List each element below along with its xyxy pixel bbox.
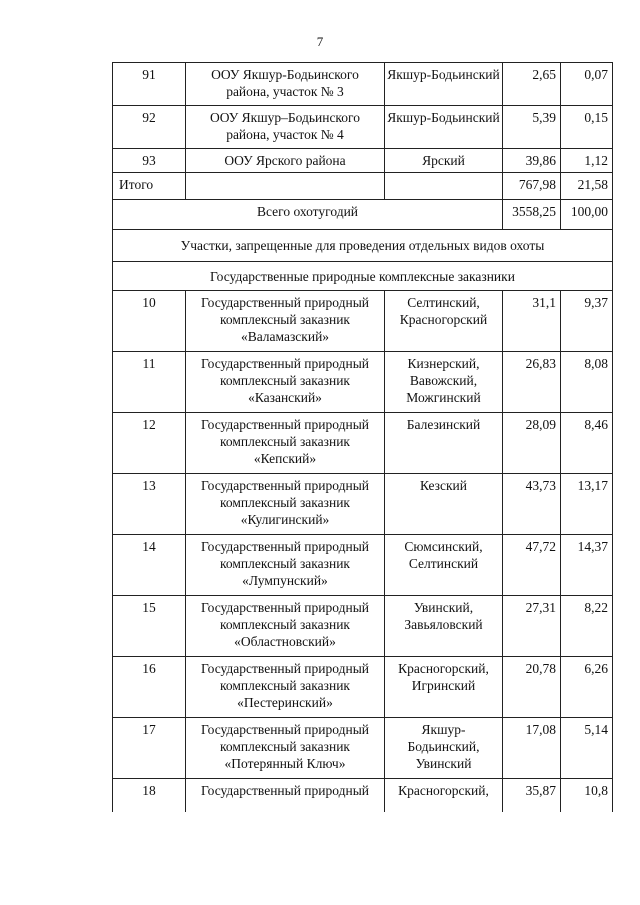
area-value: 31,1 <box>503 291 561 352</box>
district-name: Балезинский <box>385 413 503 474</box>
section-title: Участки, запрещенные для проведения отдельных видов охоты <box>113 230 613 262</box>
empty-cell <box>186 173 385 200</box>
subtotal-label: Итого <box>113 173 186 200</box>
row-number: 15 <box>113 596 186 657</box>
area-value: 39,86 <box>503 149 561 173</box>
area-value: 26,83 <box>503 352 561 413</box>
subsection-header-row <box>113 262 613 291</box>
percent-value: 13,17 <box>561 474 613 535</box>
ground-name: ООУ Ярского района <box>186 149 385 173</box>
grand-total-row <box>113 200 613 230</box>
table-row <box>113 474 613 535</box>
grand-total-area: 3558,25 <box>503 200 561 230</box>
percent-value: 0,15 <box>561 106 613 149</box>
grand-total-label: Всего охотугодий <box>113 200 503 230</box>
table-row <box>113 657 613 718</box>
row-number: 17 <box>113 718 186 779</box>
district-name: Селтинский, Красногорский <box>385 291 503 352</box>
district-name: Увинский, Завьяловский <box>385 596 503 657</box>
reserve-name: Государственный природный <box>186 779 385 813</box>
area-value: 47,72 <box>503 535 561 596</box>
table-row <box>113 291 613 352</box>
row-number: 93 <box>113 149 186 173</box>
ground-name: ООУ Якшур-Бодьинского района, участок № 3 <box>186 63 385 106</box>
row-number: 14 <box>113 535 186 596</box>
table-row <box>113 535 613 596</box>
percent-value: 8,08 <box>561 352 613 413</box>
table-row <box>113 718 613 779</box>
district-name: Красногорский, <box>385 779 503 813</box>
row-number: 16 <box>113 657 186 718</box>
area-value: 5,39 <box>503 106 561 149</box>
table-row <box>113 779 613 813</box>
section-header-row <box>113 230 613 262</box>
percent-value: 8,22 <box>561 596 613 657</box>
reserve-name: Государственный природный комплексный заказник «Кулигинский» <box>186 474 385 535</box>
table-row <box>113 352 613 413</box>
empty-cell <box>385 173 503 200</box>
district-name: Кизнерский, Вавожский, Можгинский <box>385 352 503 413</box>
area-value: 35,87 <box>503 779 561 813</box>
ground-name: ООУ Якшур–Бодьинского района, участок № 4 <box>186 106 385 149</box>
percent-value: 6,26 <box>561 657 613 718</box>
percent-value: 5,14 <box>561 718 613 779</box>
area-value: 2,65 <box>503 63 561 106</box>
district-name: Якшур-Бодьинский <box>385 63 503 106</box>
district-name: Якшур-Бодьинский, Увинский <box>385 718 503 779</box>
hunting-grounds-table <box>112 62 613 812</box>
area-value: 17,08 <box>503 718 561 779</box>
row-number: 91 <box>113 63 186 106</box>
table-row <box>113 596 613 657</box>
reserve-name: Государственный природный комплексный заказник «Лумпунский» <box>186 535 385 596</box>
table-row <box>113 106 613 149</box>
row-number: 92 <box>113 106 186 149</box>
district-name: Ярский <box>385 149 503 173</box>
subtotal-row <box>113 173 613 200</box>
grand-total-percent: 100,00 <box>561 200 613 230</box>
row-number: 10 <box>113 291 186 352</box>
area-value: 27,31 <box>503 596 561 657</box>
percent-value: 10,8 <box>561 779 613 813</box>
reserve-name: Государственный природный комплексный заказник «Казанский» <box>186 352 385 413</box>
percent-value: 8,46 <box>561 413 613 474</box>
table-row <box>113 413 613 474</box>
area-value: 20,78 <box>503 657 561 718</box>
row-number: 12 <box>113 413 186 474</box>
table-row <box>113 63 613 106</box>
subsection-title: Государственные природные комплексные заказники <box>113 262 613 291</box>
area-value: 28,09 <box>503 413 561 474</box>
area-value: 43,73 <box>503 474 561 535</box>
row-number: 13 <box>113 474 186 535</box>
percent-value: 9,37 <box>561 291 613 352</box>
district-name: Сюмсинский, Селтинский <box>385 535 503 596</box>
subtotal-percent: 21,58 <box>561 173 613 200</box>
row-number: 18 <box>113 779 186 813</box>
district-name: Красногорский, Игринский <box>385 657 503 718</box>
reserve-name: Государственный природный комплексный заказник «Потерянный Ключ» <box>186 718 385 779</box>
district-name: Кезский <box>385 474 503 535</box>
percent-value: 1,12 <box>561 149 613 173</box>
table-row <box>113 149 613 173</box>
subtotal-area: 767,98 <box>503 173 561 200</box>
percent-value: 0,07 <box>561 63 613 106</box>
district-name: Якшур-Бодьинский <box>385 106 503 149</box>
reserve-name: Государственный природный комплексный заказник «Кепский» <box>186 413 385 474</box>
percent-value: 14,37 <box>561 535 613 596</box>
reserve-name: Государственный природный комплексный заказник «Областновский» <box>186 596 385 657</box>
reserve-name: Государственный природный комплексный заказник «Пестеринский» <box>186 657 385 718</box>
row-number: 11 <box>113 352 186 413</box>
page-number: 7 <box>316 34 324 49</box>
reserve-name: Государственный природный комплексный заказник «Валамазский» <box>186 291 385 352</box>
